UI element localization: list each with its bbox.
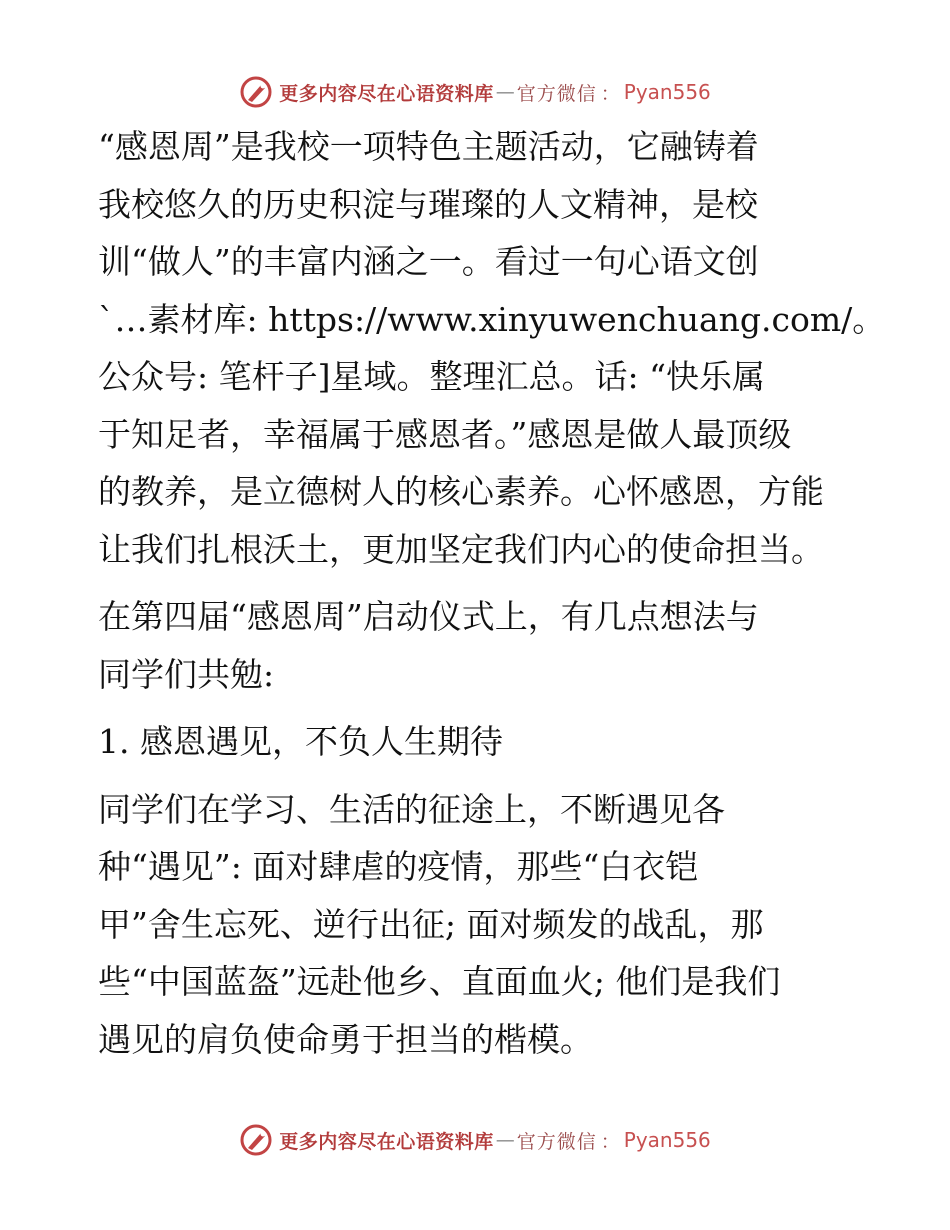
paragraph-gap: [98, 771, 878, 781]
text-line: 遇见的肩负使命勇于担当的楷模。: [98, 1019, 593, 1059]
text-line: 在第四届“感恩周”启动仪式上，有几点想法与: [98, 597, 759, 636]
pen-logo-icon: [239, 1123, 273, 1157]
banner-title: 更多内容尽在心语资料库: [279, 82, 494, 105]
section-heading: 1. 感恩遇见，不负人生期待: [98, 722, 503, 761]
text-line: 同学们在学习、生活的征途上，不断遇见各: [98, 789, 725, 829]
banner-wechat-id: Pyan556: [623, 1128, 711, 1152]
text-line: `…素材库: https://www.xinyuwenchuang.com/。: [98, 299, 886, 339]
banner-colon: ：: [600, 1130, 620, 1153]
text-line: 于知足者，幸福属于感恩者。”感恩是做人最顶级: [98, 414, 792, 454]
text-line: 甲”舍生忘死、逆行出征; 面对频发的战乱，那: [98, 904, 764, 944]
text-line: 种“遇见”: 面对肆虐的疫情，那些“白衣铠: [98, 847, 699, 886]
text-line: 些“中国蓝盔”远赴他乡、直面血火; 他们是我们: [98, 962, 781, 1001]
text-line: “感恩周”是我校一项特色主题活动，它融铸着: [98, 127, 759, 166]
text-line: 的教养，是立德树人的核心素养。心怀感恩，方能: [98, 472, 824, 511]
banner-wechat-id: Pyan556: [623, 80, 711, 104]
banner-subtitle: 官方微信: [516, 1130, 597, 1153]
banner-colon: ：: [600, 82, 620, 105]
header-banner: [0, 72, 950, 112]
banner-subtitle: 官方微信: [516, 82, 597, 105]
document-body: [98, 118, 886, 1068]
text-line: 我校悠久的历史积淀与璀璨的人文精神，是校: [98, 184, 758, 224]
text-line: 同学们共勉:: [98, 654, 275, 694]
text-line: 公众号: 笔杆子]星域。整理汇总。话: “快乐属: [98, 357, 765, 396]
banner-dash: —: [495, 1129, 515, 1151]
pen-logo-icon: [239, 75, 273, 109]
banner-title: 更多内容尽在心语资料库: [279, 1130, 494, 1153]
footer-banner: [0, 1120, 950, 1160]
paragraph-gap: [98, 703, 878, 713]
banner-dash: —: [495, 81, 515, 103]
text-line: 训“做人”的丰富内涵之一。看过一句心语文创: [98, 242, 759, 281]
text-line: 让我们扎根沃土，更加坚定我们内心的使命担当。: [98, 529, 824, 569]
paragraph-gap: [98, 578, 878, 588]
